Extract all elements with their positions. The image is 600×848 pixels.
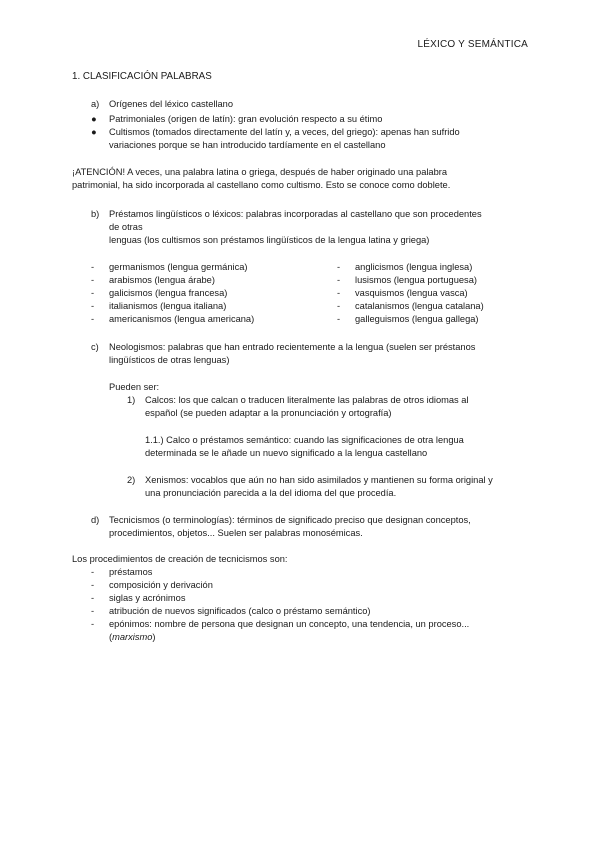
dash-icon: -: [91, 567, 95, 577]
dash-icon: -: [337, 301, 341, 311]
loan-left: arabismos (lengua árabe): [109, 275, 215, 285]
item-c-label: c): [91, 342, 99, 352]
section-title: 1. CLASIFICACIÓN PALABRAS: [72, 71, 212, 82]
procedure-item: préstamos: [109, 567, 153, 577]
loan-right: catalanismos (lengua catalana): [355, 301, 484, 311]
loan-right: galleguismos (lengua gallega): [355, 314, 479, 324]
procedure-item: composición y derivación: [109, 580, 213, 590]
procedures-intro: Los procedimientos de creación de tecnicismos son:: [72, 554, 288, 564]
loan-left: americanismos (lengua americana): [109, 314, 255, 324]
item-d-line-2: procedimientos, objetos... Suelen ser palabras monosémicas.: [109, 528, 363, 538]
cultismos-text-2: variaciones porque se han introducido tardíamente en el castellano: [109, 140, 386, 150]
dash-icon: -: [91, 580, 95, 590]
dash-icon: -: [91, 301, 95, 311]
calcos-line-1: Calcos: los que calcan o traducen literalmente las palabras de otros idiomas al: [145, 395, 469, 405]
item-d-line-1: Tecnicismos (o terminologías): términos de significado preciso que designan conceptos,: [109, 515, 471, 525]
item-a-title: Orígenes del léxico castellano: [109, 99, 234, 109]
paren-open: (: [109, 632, 113, 642]
dash-icon: -: [337, 314, 341, 324]
item-b-line-2: de otras: [109, 222, 143, 232]
xenismos-line-1: Xenismos: vocablos que aún no han sido asimilados y mantienen su forma original y: [145, 475, 493, 485]
procedure-item: epónimos: nombre de persona que designan un concepto, una tendencia, un proceso...: [109, 619, 470, 629]
procedure-item: atribución de nuevos significados (calco o préstamo semántico): [109, 606, 371, 616]
item-c-line-1: Neologismos: palabras que han entrado recientemente a la lengua (suelen ser préstanos: [109, 342, 476, 352]
patrimoniales-text: Patrimoniales (origen de latín): gran evolución respecto a su étimo: [109, 114, 383, 124]
loan-right: lusismos (lengua portuguesa): [355, 275, 477, 285]
paren-close: ): [152, 632, 156, 642]
dash-icon: -: [91, 619, 95, 629]
item-a-label: a): [91, 99, 100, 109]
calco-semantico-line-2: determinada se le añade un nuevo significado a la lengua castellano: [145, 448, 428, 458]
item-d-label: d): [91, 515, 100, 525]
page-header: LÉXICO Y SEMÁNTICA: [417, 39, 528, 50]
dash-icon: -: [91, 262, 95, 272]
dash-icon: -: [337, 275, 341, 285]
item-b-label: b): [91, 209, 100, 219]
dash-icon: -: [337, 288, 341, 298]
bullet-icon: ●: [91, 114, 97, 124]
calco-semantico-line-1: 1.1.) Calco o préstamos semántico: cuando las significaciones de otra lengua: [145, 435, 464, 445]
xenismos-number: 2): [127, 475, 136, 485]
procedure-item: siglas y acrónimos: [109, 593, 186, 603]
dash-icon: -: [337, 262, 341, 272]
item-b-line-3: lenguas (los cultismos son préstamos lingüísticos de la lengua latina y griega): [109, 235, 430, 245]
loan-right: vasquismos (lengua vasca): [355, 288, 468, 298]
bullet-icon: ●: [91, 127, 97, 137]
item-b-line-1: Préstamos lingüísticos o léxicos: palabras incorporadas al castellano que son procedentes: [109, 209, 482, 219]
eponimo-example-word: marxismo: [112, 632, 153, 642]
atencion-line-2: patrimonial, ha sido incorporada al castellano como cultismo. Esto se conoce como doblete.: [72, 180, 451, 190]
pueden-ser: Pueden ser:: [109, 382, 160, 392]
cultismos-text-1: Cultismos (tomados directamente del latín y, a veces, del griego): apenas han sufrido: [109, 127, 460, 137]
calcos-number: 1): [127, 395, 136, 405]
dash-icon: -: [91, 606, 95, 616]
loan-left: italianismos (lengua italiana): [109, 301, 227, 311]
xenismos-line-2: una pronunciación parecida a la del idioma del que procedía.: [145, 488, 397, 498]
dash-icon: -: [91, 314, 95, 324]
eponimo-example: [109, 631, 156, 644]
dash-icon: -: [91, 593, 95, 603]
loan-left: germanismos (lengua germánica): [109, 262, 248, 272]
loan-left: galicismos (lengua francesa): [109, 288, 228, 298]
dash-icon: -: [91, 288, 95, 298]
loan-right: anglicismos (lengua inglesa): [355, 262, 473, 272]
dash-icon: -: [91, 275, 95, 285]
calcos-line-2: español (se pueden adaptar a la pronunciación y ortografía): [145, 408, 392, 418]
atencion-line-1: ¡ATENCIÓN! A veces, una palabra latina o griega, después de haber originado una palabra: [72, 167, 448, 177]
item-c-line-2: lingüísticos de otras lenguas): [109, 355, 230, 365]
